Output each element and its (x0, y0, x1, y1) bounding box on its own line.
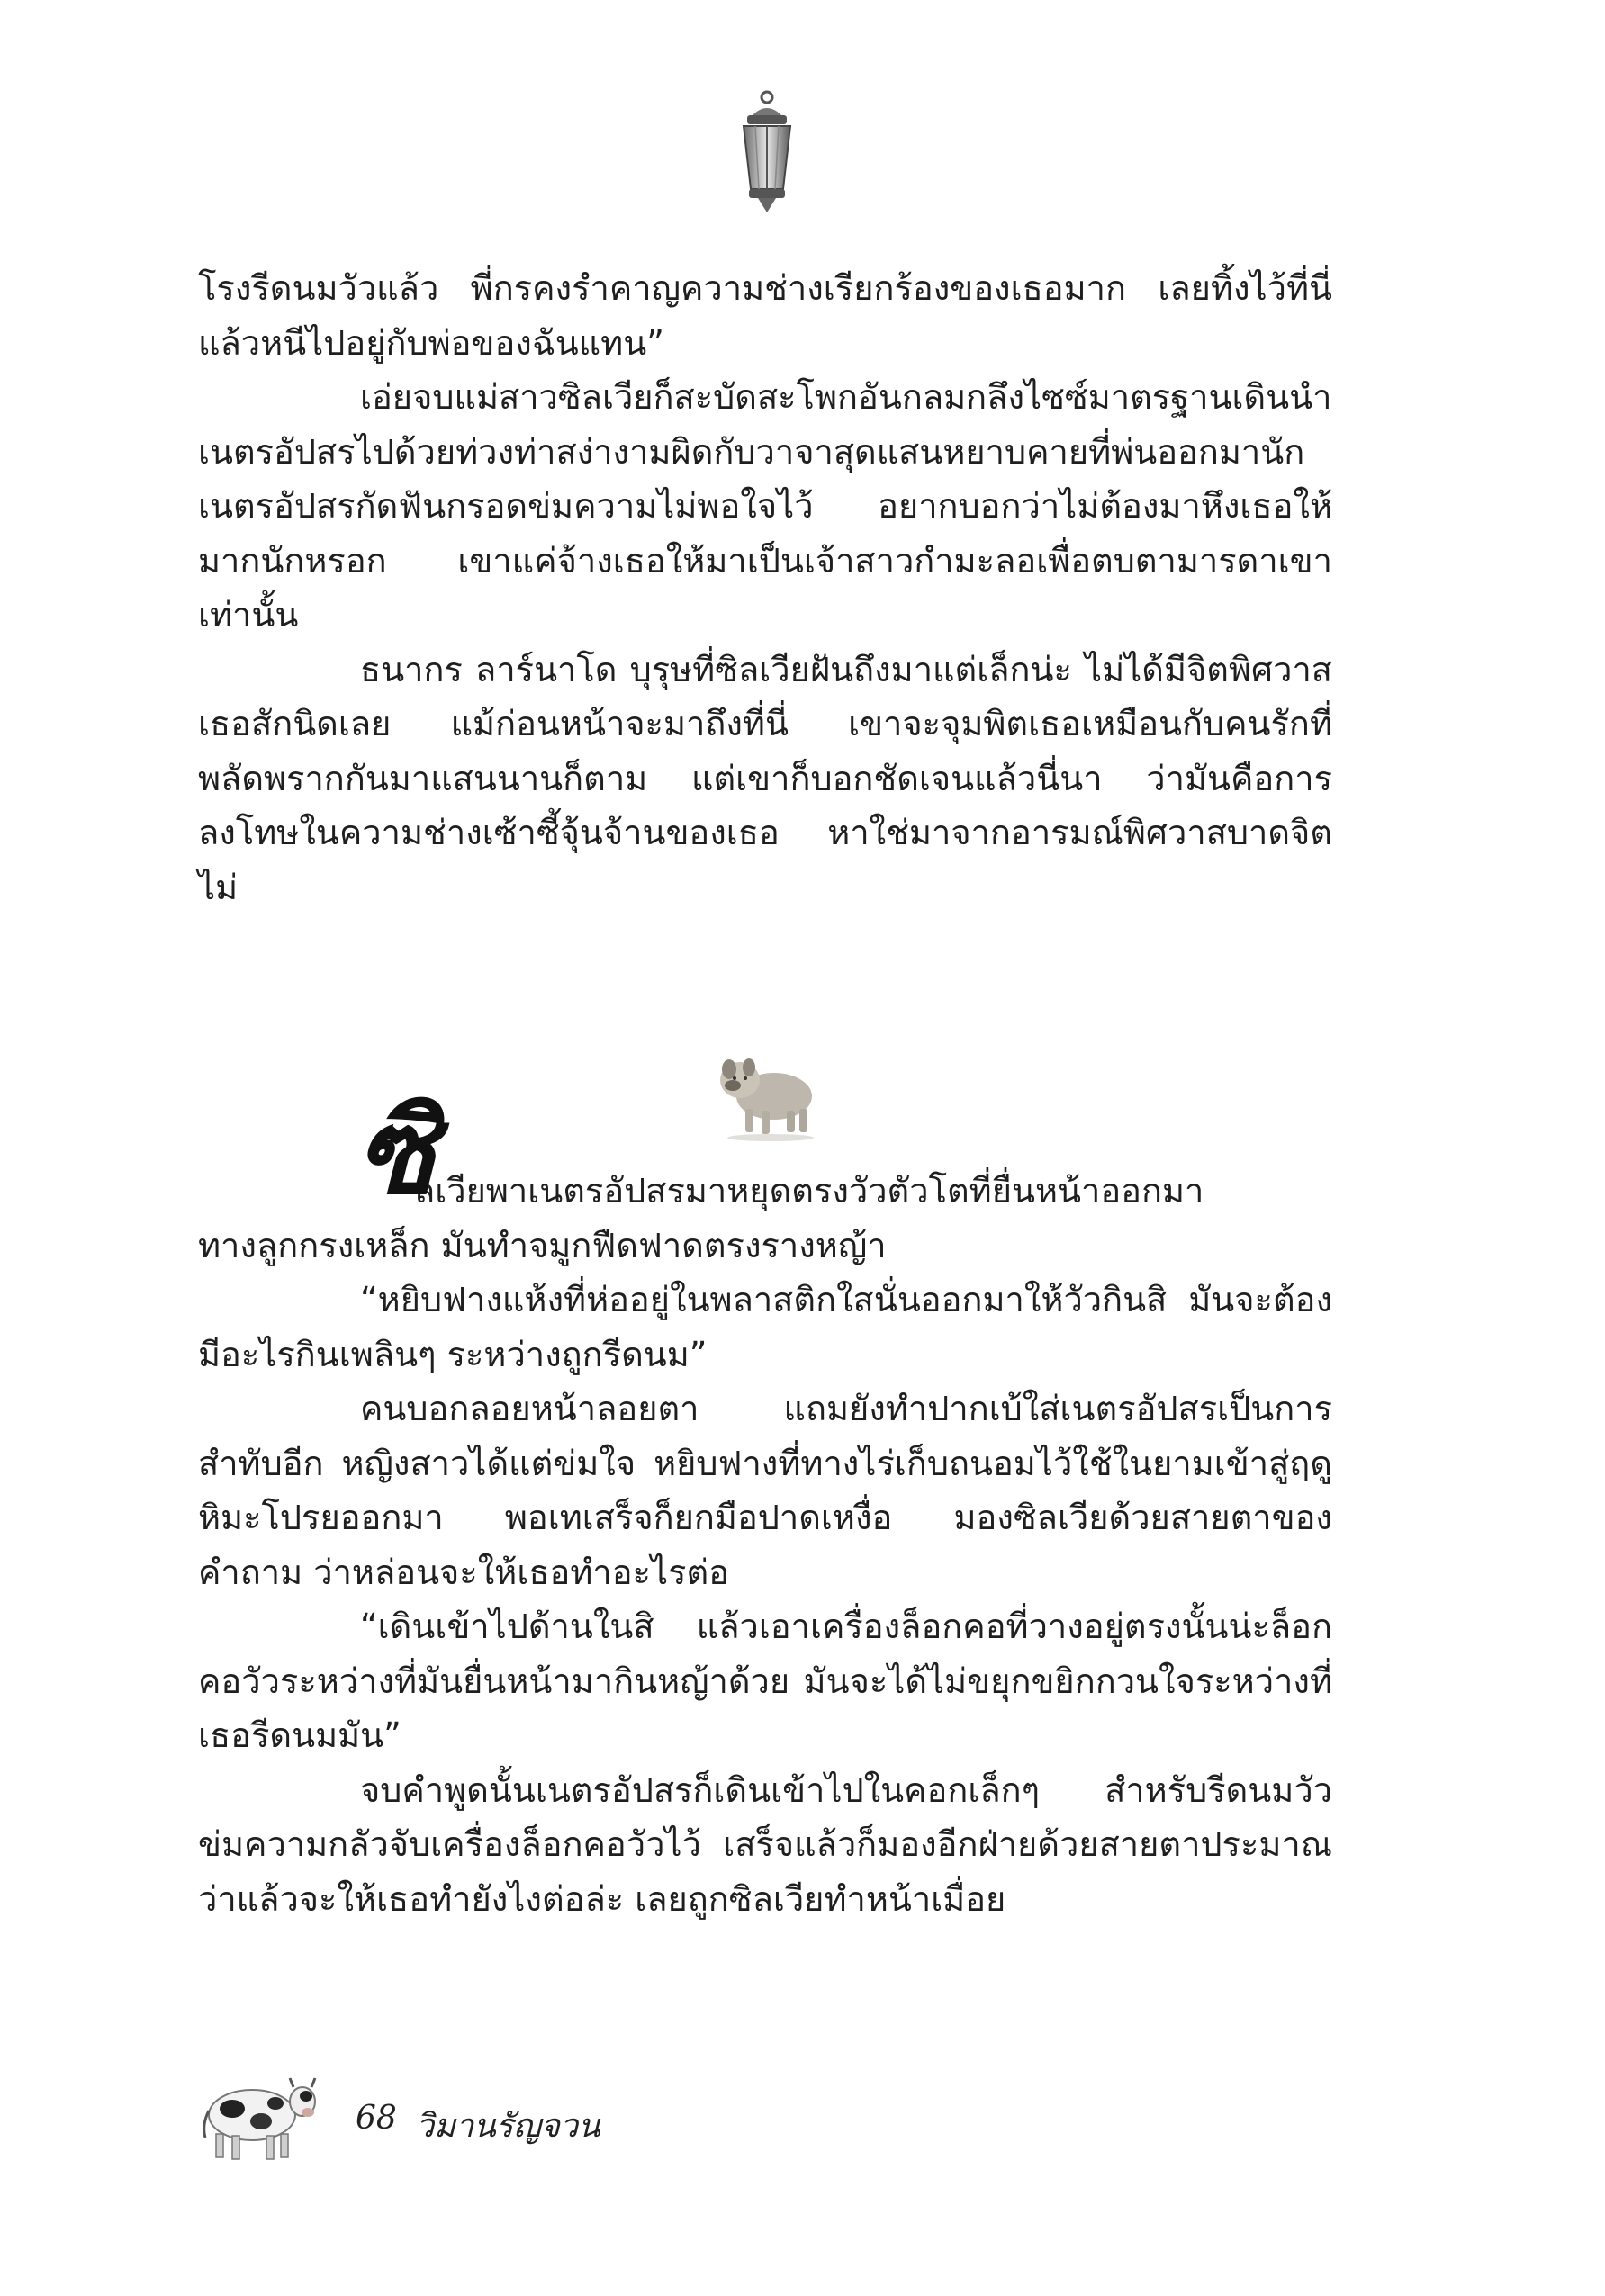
paragraph-first-line: ลเวียพาเนตรอัปสรมาหยุดตรงวัวตัวโตที่ยื่นหน้าออกมา (414, 1171, 1204, 1211)
text-block-2 (198, 1083, 1332, 1926)
book-title: วิมานรัญจวน (416, 2108, 600, 2145)
paragraph: คนบอกลอยหน้าลอยตา แถมยังทำปากเบ้ใส่เนตรอัปสรเป็นการสำทับอีก หญิงสาวได้แต่ข่มใจ หยิบฟางที่ทางไร่เก็บถนอมไว้ใช้ในยามเข้าสู่ฤดูหิมะโปรยออกมา พอเทเสร็จก็ยกมือปาดเหงื่อ มองซิลเวียด้วยสายตาของคำถาม ว่าหล่อนจะให้เธอทำอะไรต่อ (198, 1389, 1332, 1592)
paragraph: โรงรีดนมวัวแล้ว พี่กรคงรำคาญความช่างเรียกร้องของเธอมาก เลยทิ้งไว้ที่นี่ แล้วหนีไปอยู่กับพ่อของฉันแทน” (198, 268, 1332, 363)
paragraph (198, 1083, 1332, 1273)
cow-icon (196, 2066, 322, 2165)
drop-cap: ซิ (356, 1083, 436, 1220)
puppy-icon (711, 1044, 828, 1143)
paragraph: “เดินเข้าไปด้านในสิ แล้วเอาเครื่องล็อกคอที่วางอยู่ตรงนั้นน่ะล็อกคอวัวระหว่างที่มันยื่นหน้ามากินหญ้าด้วย มันจะได้ไม่ขยุกขยิกกวนใจระหว่างที่เธอรีดนมมัน” (198, 1607, 1332, 1755)
paragraph: เอ่ยจบแม่สาวซิลเวียก็สะบัดสะโพกอันกลมกลึงไซซ์มาตรฐานเดินนำเนตรอัปสรไปด้วยท่วงท่าสง่างามผิดกับวาจาสุดแสนหยาบคายที่พ่นออกมานัก เนตรอัปสรกัดฟันกรอดข่มความไม่พอใจไว้ อยากบอกว่าไม่ต้องมาหึงเธอให้มากนักหรอก เขาแค่จ้างเธอให้มาเป็นเจ้าสาวกำมะลอเพื่อตบตามารดาเขาเท่านั้น (198, 377, 1332, 635)
paragraph: ธนากร ลาร์นาโด บุรุษที่ซิลเวียฝันถึงมาแต่เล็กน่ะ ไม่ได้มีจิตพิศวาสเธอสักนิดเลย แม้ก่อนหน้าจะมาถึงที่นี่ เขาจะจุมพิตเธอเหมือนกับคนรักที่พลัดพรากกันมาแสนนานก็ตาม แต่เขาก็บอกชัดเจนแล้วนี่นา ว่ามันคือการลงโทษในความช่างเซ้าซี้จุ้นจ้านของเธอ หาใช่มาจากอารมณ์พิศวาสบาดจิตไม่ (198, 649, 1332, 907)
text-block-1 (198, 261, 1332, 914)
paragraph-rest: ทางลูกกรงเหล็ก มันทำจมูกฟืดฟาดตรงรางหญ้า (198, 1225, 887, 1265)
page-number: 68 (356, 2100, 397, 2137)
paragraph: จบคำพูดนั้นเนตรอัปสรก็เดินเข้าไปในคอกเล็กๆ สำหรับรีดนมวัว ข่มความกลัวจับเครื่องล็อกคอวัวไว้ เสร็จแล้วก็มองอีกฝ่ายด้วยสายตาประมาณว่าแล้วจะให้เธอทำยังไงต่อล่ะ เลยถูกซิลเวียทำหน้าเมื่อย (198, 1769, 1332, 1919)
paragraph: “หยิบฟางแห้งที่ห่ออยู่ในพลาสติกใสนั่นออกมาให้วัวกินสิ มันจะต้องมีอะไรกินเพลินๆ ระหว่างถูกรีดนม” (198, 1280, 1332, 1374)
lantern-icon (731, 90, 803, 216)
